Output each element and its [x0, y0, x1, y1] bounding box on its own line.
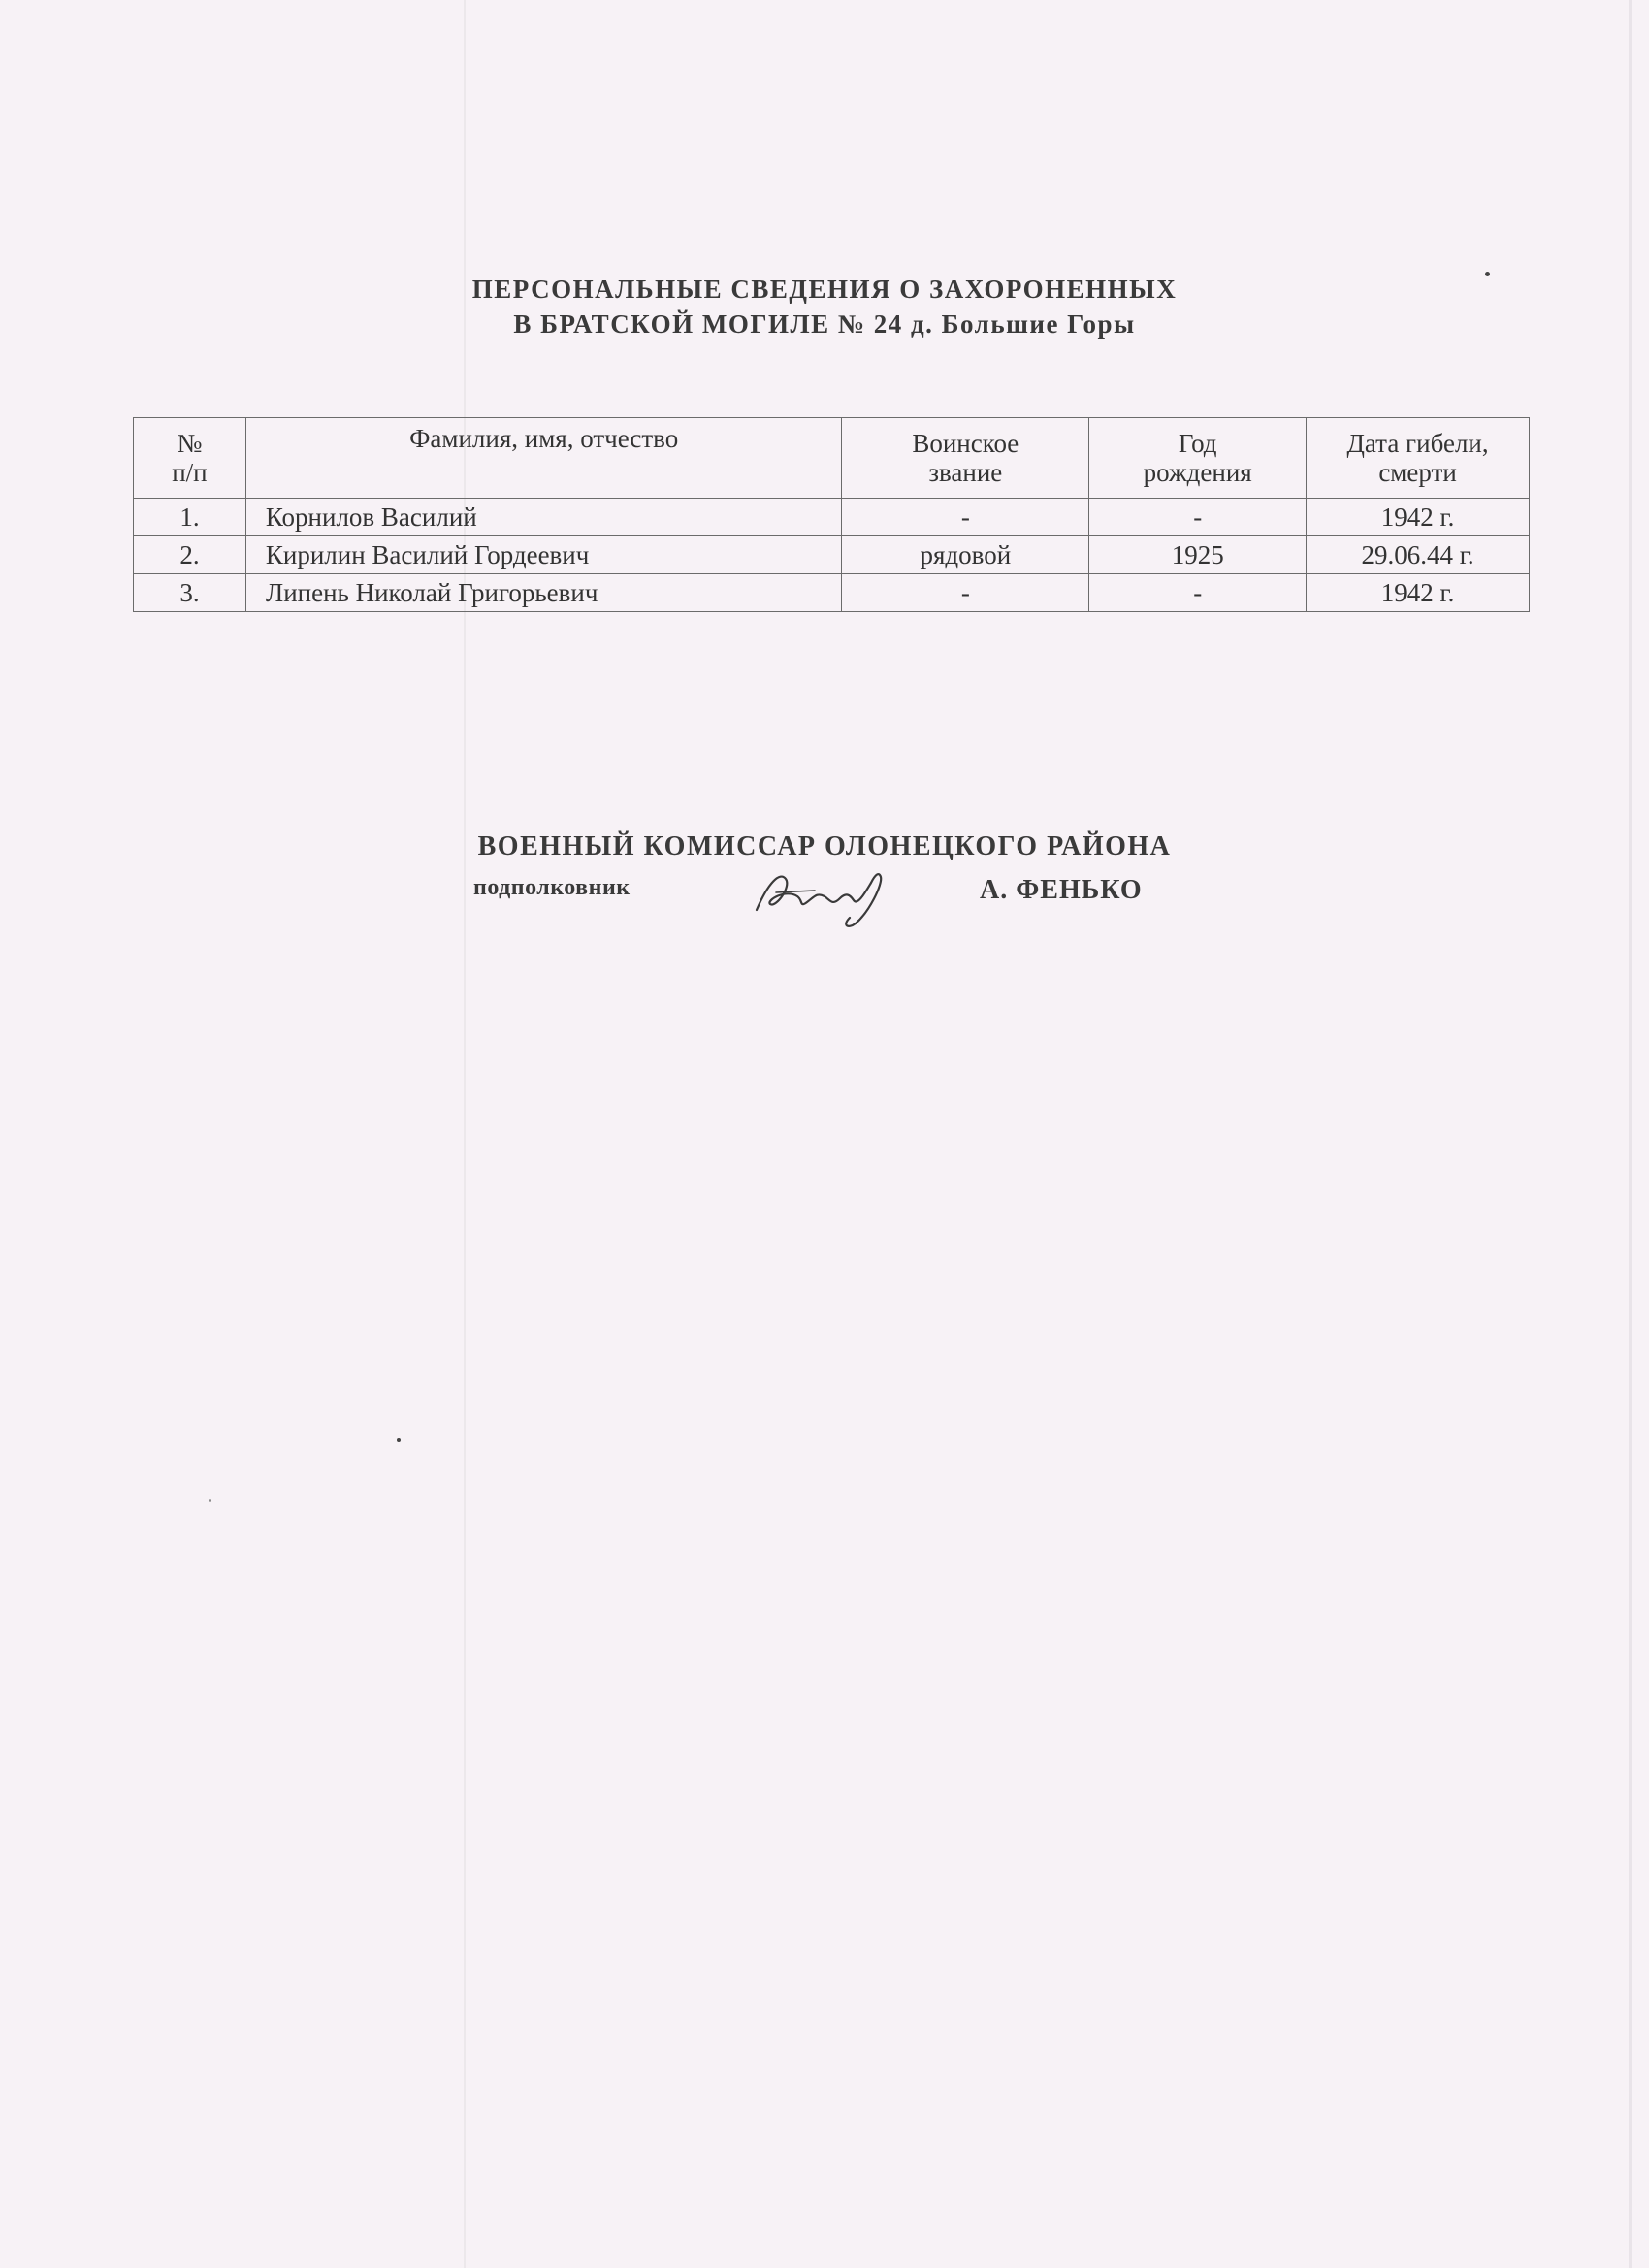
cell-rank: -: [842, 499, 1089, 536]
signatory-position: ВОЕННЫЙ КОМИССАР ОЛОНЕЦКОГО РАЙОНА: [477, 831, 1172, 861]
cell-rank: -: [842, 574, 1089, 612]
cell-num: 3.: [134, 574, 246, 612]
paper-speck: [209, 1499, 211, 1502]
cell-rank: рядовой: [842, 536, 1089, 574]
header-rank-line-2: звание: [928, 458, 1003, 487]
cell-birth-year: -: [1089, 499, 1307, 536]
title-line-2: В БРАТСКОЙ МОГИЛЕ № 24 д. Большие Горы: [513, 309, 1136, 339]
header-name: Фамилия, имя, отчество: [245, 418, 842, 499]
cell-num: 1.: [134, 499, 246, 536]
handwritten-signature: [747, 854, 902, 931]
table-header-row: [134, 418, 1530, 499]
cell-birth-year: 1925: [1089, 536, 1307, 574]
signatory-name: А. ФЕНЬКО: [980, 875, 1143, 905]
cell-name: Кирилин Василий Гордеевич: [245, 536, 842, 574]
cell-death-date: 1942 г.: [1307, 499, 1530, 536]
title-line-1: ПЕРСОНАЛЬНЫЕ СВЕДЕНИЯ О ЗАХОРОНЕННЫХ: [471, 275, 1178, 304]
header-num-line-2: п/п: [172, 458, 208, 487]
cell-death-date: 1942 г.: [1307, 574, 1530, 612]
header-death-line-1: Дата гибели,: [1346, 429, 1489, 458]
table-row: [134, 536, 1530, 574]
header-birth-year: [1089, 418, 1307, 499]
header-death-line-2: смерти: [1378, 458, 1457, 487]
table-row: [134, 574, 1530, 612]
cell-name: Корнилов Василий: [245, 499, 842, 536]
burial-table: [133, 417, 1530, 612]
header-num-line-1: №: [177, 429, 203, 458]
cell-name: Липень Николай Григорьевич: [245, 574, 842, 612]
header-year-line-2: рождения: [1143, 458, 1252, 487]
header-death-date: [1307, 418, 1530, 499]
document-title: [0, 272, 1649, 341]
cell-num: 2.: [134, 536, 246, 574]
cell-death-date: 29.06.44 г.: [1307, 536, 1530, 574]
cell-birth-year: -: [1089, 574, 1307, 612]
header-year-line-1: Год: [1178, 429, 1217, 458]
header-rank-line-1: Воинское: [912, 429, 1019, 458]
signatory-rank: подполковник: [473, 875, 630, 900]
header-rank: [842, 418, 1089, 499]
table-row: [134, 499, 1530, 536]
header-num: [134, 418, 246, 499]
paper-speck: [397, 1438, 401, 1442]
